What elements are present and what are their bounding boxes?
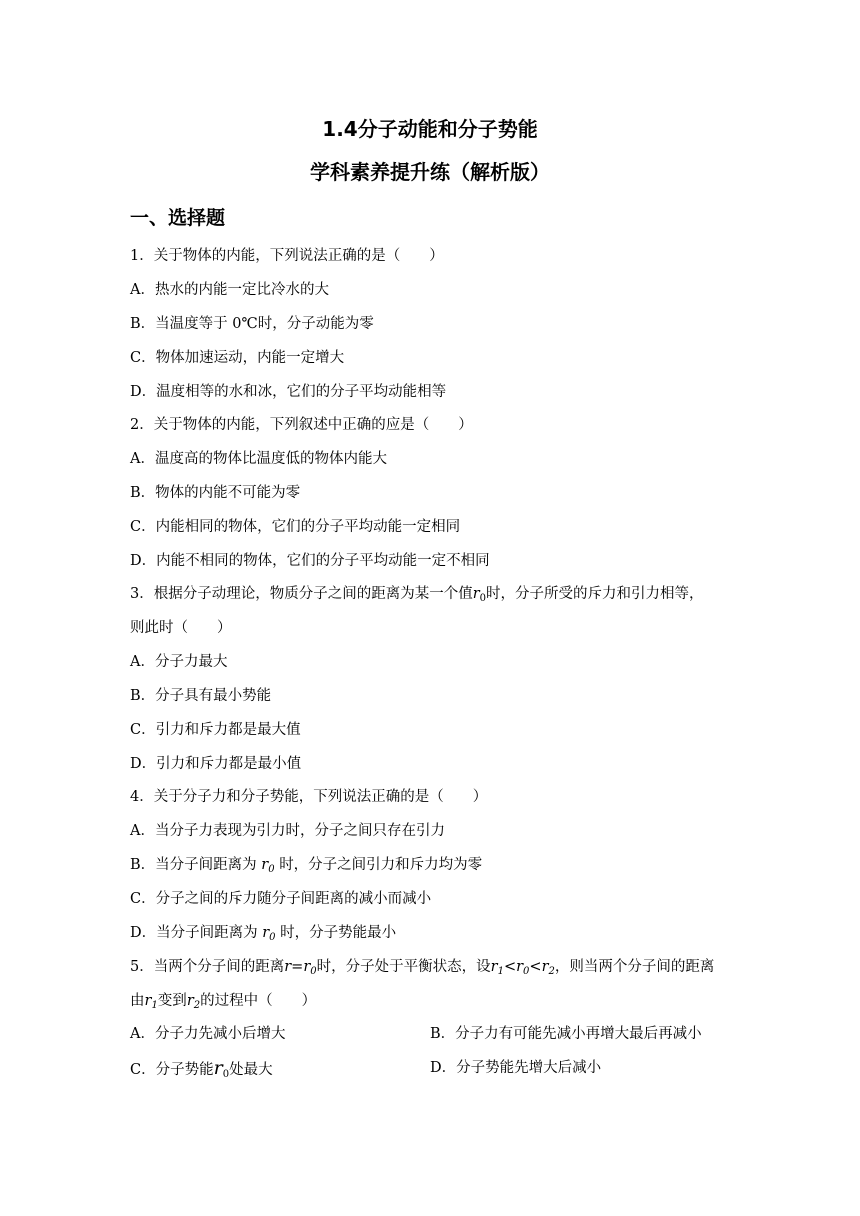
- question-5-variable-r: r: [284, 959, 292, 975]
- question-5-ineq-lt-1: <: [503, 959, 517, 975]
- question-5-equals: =: [291, 959, 304, 975]
- question-1-option-a: A．热水的内能一定比冷水的大: [130, 282, 329, 298]
- question-5-ineq-r0-subscript: 0: [523, 966, 530, 977]
- question-5-ineq-r2-subscript: 2: [548, 966, 555, 977]
- question-3-option-a: A．分子力最大: [130, 654, 228, 670]
- question-3-stem: [130, 584, 704, 604]
- question-1-stem: 1．关于物体的内能，下列说法正确的是（ ）: [130, 248, 444, 264]
- question-5-stem: [130, 957, 714, 977]
- question-5-variable-r0: r: [303, 959, 311, 975]
- question-4-option-a: A．当分子力表现为引力时，分子之间只存在引力: [130, 823, 445, 839]
- document-title: 1.4分子动能和分子势能: [322, 117, 538, 141]
- question-5-line2-r2-subscript: 2: [193, 1000, 201, 1011]
- question-5-stem-text-b: 时，分子处于平衡状态，设: [316, 959, 491, 975]
- question-3-variable-subscript: 0: [479, 593, 487, 604]
- question-4-option-d-text-b: 时，分子势能最小: [280, 925, 397, 941]
- question-1-option-d: D．温度相等的水和冰，它们的分子平均动能相等: [130, 384, 447, 400]
- question-5-stem-text-a: 5．当两个分子间的距离: [130, 959, 285, 975]
- question-3-option-d: D．引力和斥力都是最小值: [130, 756, 302, 772]
- question-5-stem-text-c: ，则当两个分子间的距离: [554, 959, 715, 975]
- question-5-option-c: [130, 1058, 273, 1080]
- question-4-option-c: C．分子之间的斥力随分子间距离的减小而减小: [130, 891, 432, 907]
- question-5-variable-r0-subscript: 0: [310, 966, 317, 977]
- question-2-option-c: C．内能相同的物体，它们的分子平均动能一定相同: [130, 519, 461, 535]
- question-5-line2-r1-subscript: 1: [151, 1000, 158, 1011]
- question-2-option-a: A．温度高的物体比温度低的物体内能大: [130, 451, 387, 467]
- question-5-option-c-text-b: 处最大: [229, 1062, 273, 1078]
- question-1-option-b: B．当温度等于 0℃时，分子动能为零: [130, 316, 374, 332]
- question-4-option-b-text-b: 时，分子之间引力和斥力均为零: [279, 857, 483, 873]
- question-3-stem-text-a: 3．根据分子动理论，物质分子之间的距离为某一个值: [130, 586, 473, 602]
- question-5-line2-text-c: 的过程中（ ）: [200, 993, 317, 1009]
- question-5-ineq-r1: r: [490, 959, 498, 975]
- question-5-ineq-r1-subscript: 1: [497, 966, 504, 977]
- question-4-stem: 4．关于分子力和分子势能，下列说法正确的是（ ）: [130, 789, 488, 805]
- question-2-stem: 2．关于物体的内能，下列叙述中正确的应是（ ）: [130, 417, 473, 433]
- question-5-line2-r2: r: [186, 993, 194, 1009]
- question-4-option-b: [130, 855, 482, 875]
- question-4-option-d: [130, 923, 396, 943]
- question-5-line2-text-a: 由: [130, 993, 145, 1009]
- question-5-stem-line-2: [130, 991, 316, 1011]
- question-2-option-d: D．内能不相同的物体，它们的分子平均动能一定不相同: [130, 553, 490, 569]
- question-4-option-d-subscript: 0: [269, 932, 276, 943]
- question-5-line2-text-b: 变到: [157, 993, 187, 1009]
- question-4-option-d-variable: r: [262, 925, 270, 941]
- question-3-stem-text-b: 时，分子所受的斥力和引力相等，: [486, 586, 704, 602]
- question-5-option-a: A．分子力先减小后增大: [130, 1026, 286, 1042]
- question-3-variable-r: r: [472, 586, 480, 602]
- question-1-option-c: C．物体加速运动，内能一定增大: [130, 350, 345, 366]
- question-3-option-b: B．分子具有最小势能: [130, 688, 272, 704]
- question-5-option-c-variable: r: [213, 1057, 223, 1079]
- question-4-option-b-variable: r: [261, 857, 269, 873]
- question-4-option-b-text-a: B．当分子间距离为: [130, 857, 257, 873]
- question-5-option-c-subscript: 0: [222, 1069, 230, 1080]
- question-5-ineq-r2: r: [541, 959, 549, 975]
- question-5-line2-r1: r: [144, 993, 152, 1009]
- question-5-option-d: D．分子势能先增大后减小: [430, 1060, 602, 1076]
- question-5-ineq-r0: r: [516, 959, 524, 975]
- document-subtitle: 学科素养提升练（解析版）: [310, 160, 550, 184]
- question-3-stem-line-2: 则此时（ ）: [130, 620, 232, 636]
- question-2-option-b: B．物体的内能不可能为零: [130, 485, 301, 501]
- question-4-option-d-text-a: D．当分子间距离为: [130, 925, 258, 941]
- question-4-option-b-subscript: 0: [268, 864, 275, 875]
- question-5-option-b: B．分子力有可能先减小再增大最后再减小: [430, 1026, 702, 1042]
- question-5-ineq-lt-2: <: [529, 959, 542, 975]
- question-5-option-c-text-a: C．分子势能: [130, 1062, 214, 1078]
- question-3-option-c: C．引力和斥力都是最大值: [130, 722, 301, 738]
- section-heading: 一、选择题: [130, 207, 226, 229]
